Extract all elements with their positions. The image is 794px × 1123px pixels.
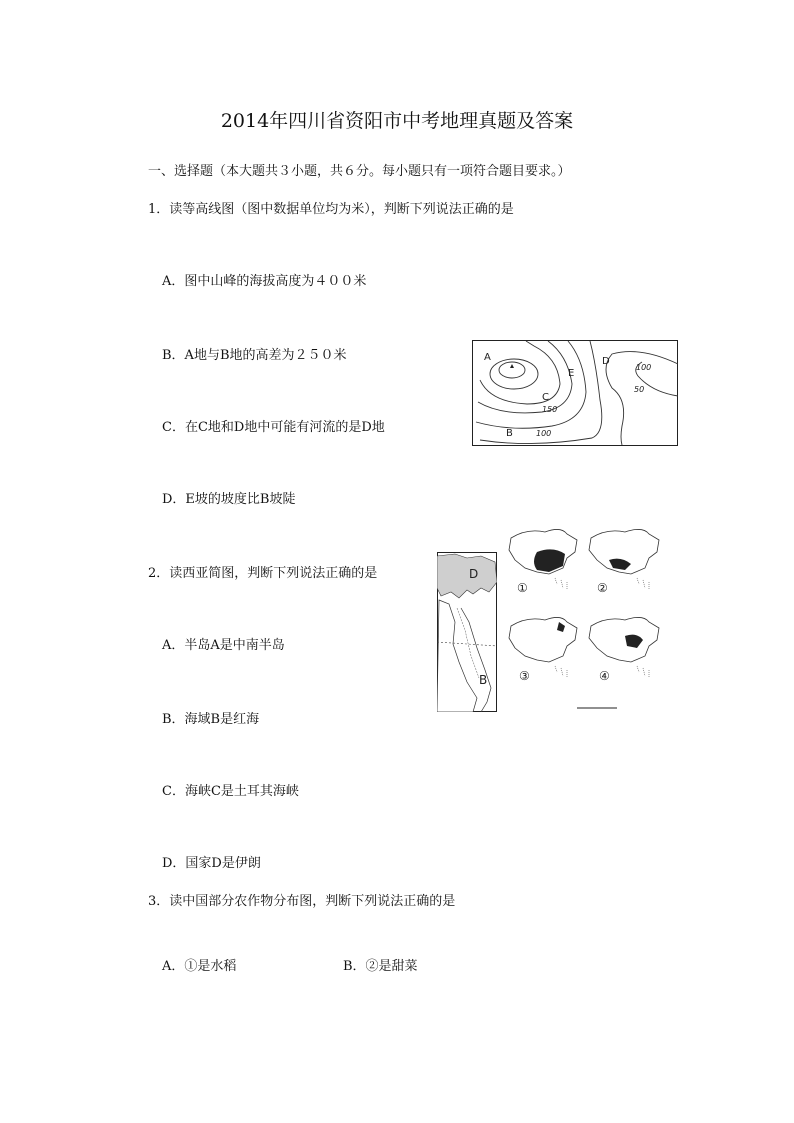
west-asia-map-figure — [437, 552, 497, 712]
page-title: 2014年四川省资阳市中考地理真题及答案 — [220, 110, 574, 132]
china-crop-maps-figure — [497, 522, 669, 712]
section-heading: 一、选择题（本大题共３小题，共６分。每小题只有一项符合题目要求。） — [148, 164, 571, 179]
contour-label-e: E — [568, 368, 575, 379]
crop-marker-4: ④ — [599, 669, 610, 683]
question-3-stem: 3．读中国部分农作物分布图，判断下列说法正确的是 — [148, 894, 456, 909]
contour-label-a: A — [484, 352, 491, 363]
contour-label-c: C — [542, 392, 549, 403]
question-1-option-a: A．图中山峰的海拔高度为４００米 — [162, 274, 367, 289]
question-2-option-b: B．海域B是红海 — [162, 712, 260, 727]
contour-label-d: D — [602, 356, 610, 367]
contour-value-100-bottom: 100 — [536, 429, 552, 438]
westasia-label-b: B — [479, 673, 488, 687]
crop-marker-1: ① — [517, 581, 528, 595]
question-3-option-b: B．②是甜菜 — [343, 959, 418, 974]
contour-label-b: B — [506, 428, 513, 439]
question-1-option-c: C．在C地和D地中可能有河流的是D地 — [162, 420, 385, 435]
crop-marker-3: ③ — [519, 669, 530, 683]
contour-value-150: 150 — [542, 405, 558, 414]
contour-value-50: 50 — [634, 385, 645, 394]
question-2-option-a: A．半岛A是中南半岛 — [162, 638, 285, 653]
contour-value-100-right: 100 — [636, 363, 652, 372]
question-2-option-c: C．海峡C是土耳其海峡 — [162, 784, 299, 799]
contour-map-figure — [472, 340, 678, 446]
question-1-stem: 1．读等高线图（图中数据单位均为米），判断下列说法正确的是 — [148, 202, 514, 217]
question-2-stem: 2．读西亚简图，判断下列说法正确的是 — [148, 566, 378, 581]
question-1-option-d: D．E坡的坡度比B坡陡 — [162, 492, 296, 507]
question-2-option-d: D．国家D是伊朗 — [162, 856, 261, 871]
question-1-option-b: B．A地与B地的高差为２５０米 — [162, 348, 347, 363]
question-3-option-a: A．①是水稻 — [162, 959, 237, 974]
westasia-label-d: D — [469, 567, 479, 581]
crop-marker-2: ② — [597, 581, 608, 595]
